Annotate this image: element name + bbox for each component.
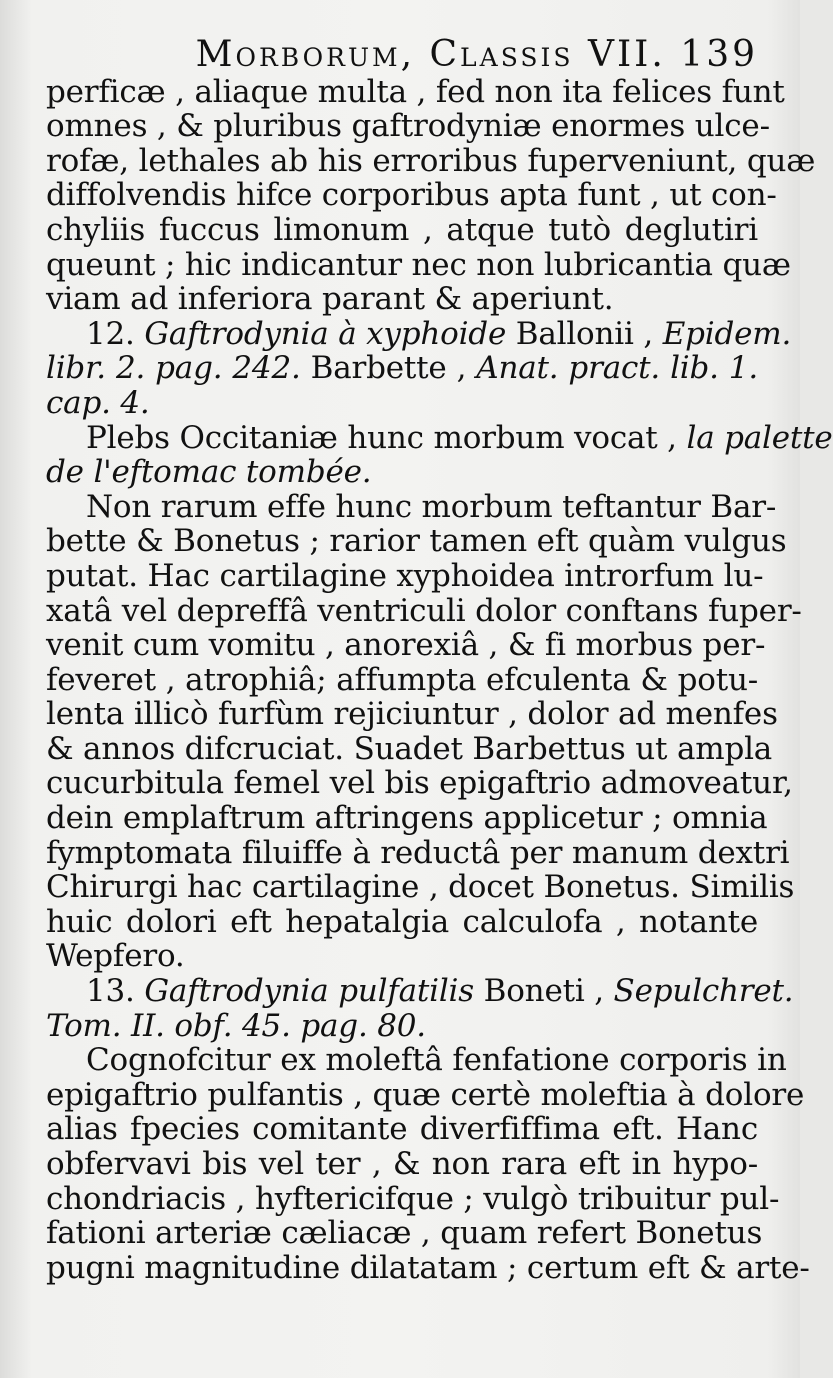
line-text: lenta illicò furfùm rejiciuntur , dolor ad menfes: [46, 696, 778, 733]
line-text: diffolvendis hifce corporibus apta funt , ut con-: [46, 177, 777, 214]
line-text: 13.: [86, 973, 145, 1010]
italic-reference: Sepulchret.: [613, 973, 794, 1010]
text-line: [46, 213, 758, 248]
line-text: Wepfero.: [46, 938, 185, 975]
italic-reference: la palette: [686, 419, 833, 456]
line-text: pugni magnitudine dilatatam ; certum eft & arte-: [46, 1249, 810, 1286]
line-text: fationi arteriæ cæliacæ , quam refert Bonetus: [46, 1215, 763, 1252]
text-line: [46, 1042, 787, 1079]
line-text: perficæ , aliaque multa , fed non ita felices funt: [46, 73, 785, 110]
line-text: Plebs Occitaniæ hunc morbum vocat ,: [86, 419, 687, 456]
line-text: viam ad inferiora parant & aperiunt.: [46, 281, 614, 318]
line-text: fymptomata filuiffe à reductâ per manum dextri: [46, 834, 790, 871]
line-text: Boneti ,: [473, 973, 614, 1010]
text-line: [46, 557, 764, 594]
text-line: [46, 905, 758, 940]
text-line: [46, 1215, 763, 1252]
line-text: xatâ vel depreffâ ventriculi dolor conftans fuper-: [46, 592, 802, 629]
line-text: rofæ, lethales ab his erroribus fuperveniunt, quæ: [46, 142, 816, 179]
italic-reference: Gaftrodynia pulfatilis: [144, 973, 474, 1010]
text-line: [46, 1249, 810, 1286]
text-line: [46, 315, 792, 352]
text-line: [46, 246, 791, 283]
text-line: [46, 834, 790, 871]
text-line: [46, 1009, 758, 1044]
text-line: [46, 663, 758, 698]
line-text: cucurbitula femel vel bis epigaftrio admoveatur,: [46, 765, 793, 802]
text-line: [46, 282, 758, 317]
text-line: [46, 419, 833, 456]
italic-reference: Epidem.: [662, 315, 792, 352]
line-text: venit cum vomitu , anorexiâ , & fi morbus per-: [46, 627, 766, 664]
line-text: Ballonii ,: [506, 315, 663, 352]
text-line: [46, 1147, 758, 1182]
text-line: [46, 973, 794, 1010]
line-text: bette & Bonetus ; rarior tamen eft quàm vulgus: [46, 523, 787, 560]
text-line: [46, 73, 785, 110]
italic-reference: libr. 2. pag. 242.: [46, 350, 301, 387]
line-text: dein emplaftrum aftringens applicetur ; omnia: [46, 800, 768, 837]
text-line: [46, 386, 758, 421]
line-text: queunt ; hic indicantur nec non lubricantia quæ: [46, 246, 791, 283]
text-line: [46, 177, 777, 214]
text-line: [46, 1076, 805, 1113]
line-text: huic dolori eft hepatalgia calculofa , notante: [46, 903, 758, 940]
italic-reference: de l'eftomac tombée.: [46, 454, 372, 491]
line-text: Barbette ,: [300, 350, 477, 387]
italic-reference: cap. 4.: [46, 384, 150, 421]
text-line: [46, 351, 758, 386]
text-line: [46, 939, 758, 974]
body-text: [46, 73, 833, 1286]
text-line: [46, 142, 816, 179]
line-text: chondriacis , hyftericifque ; vulgò tribuitur pul-: [46, 1180, 780, 1217]
line-text: alias fpecies comitante diverfiffima eft. Hanc: [46, 1111, 758, 1148]
line-text: & annos difcruciat. Suadet Barbettus ut ampla: [46, 730, 773, 767]
line-text: Non rarum effe hunc morbum teftantur Bar-: [86, 488, 777, 525]
line-text: epigaftrio pulfantis , quæ certè moleftia à dolore: [46, 1076, 805, 1113]
line-text: omnes , & pluribus gaftrodyniæ enormes ulce-: [46, 108, 770, 145]
line-text: feveret , atrophiâ; affumpta efculenta & potu-: [46, 661, 758, 698]
italic-reference: Tom. II. obf. 45. pag. 80.: [46, 1007, 426, 1044]
text-line: [46, 108, 770, 145]
line-text: obfervavi bis vel ter , & non rara eft in hypo-: [46, 1146, 758, 1182]
line-text: Cognofcitur ex moleftâ fenfatione corporis in: [86, 1042, 787, 1079]
text-line: [46, 455, 758, 490]
text-line: [46, 627, 766, 664]
text-line: [46, 1112, 758, 1147]
line-text: chyliis fuccus limonum , atque tutò deglutiri: [46, 211, 758, 248]
text-line: [46, 800, 768, 837]
text-line: [46, 696, 778, 733]
line-text: Chirurgi hac cartilagine , docet Bonetus. Similis: [46, 869, 795, 906]
text-line: [46, 869, 795, 906]
page-text: [46, 34, 833, 1286]
text-line: [46, 765, 793, 802]
text-line: [46, 523, 787, 560]
running-header: Morborum, Classis VII. 139: [195, 34, 758, 75]
line-text: putat. Hac cartilagine xyphoidea introrfum lu-: [46, 557, 764, 594]
text-line: [46, 730, 773, 767]
text-line: [46, 488, 777, 525]
italic-reference: Gaftrodynia à xyphoide: [144, 315, 507, 352]
text-line: [46, 592, 802, 629]
italic-reference: Anat. pract. lib. 1.: [476, 350, 758, 387]
line-text: 12.: [86, 315, 145, 352]
text-line: [46, 1180, 780, 1217]
